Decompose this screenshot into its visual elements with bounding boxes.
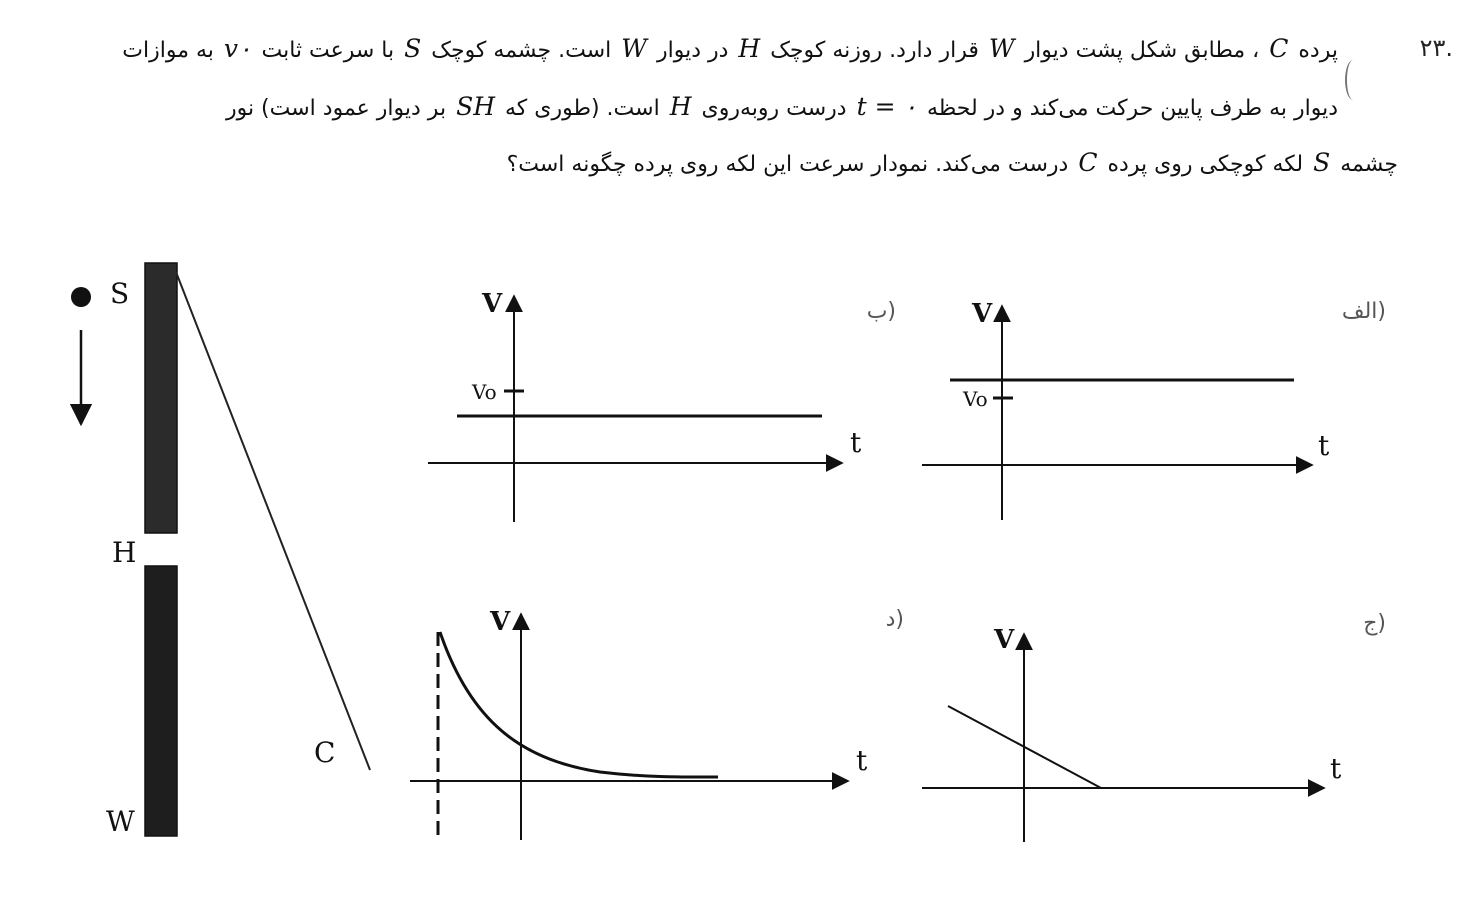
y-axis-label: V	[972, 299, 993, 329]
v0-tick-label: Vo	[963, 387, 988, 411]
text-segment: به موازات	[122, 38, 214, 63]
wall-upper	[145, 263, 177, 533]
source-label: S	[110, 277, 130, 310]
x-axis-label: t	[1330, 752, 1342, 785]
text-segment: چشمه	[1340, 152, 1398, 177]
light-source-dot	[71, 287, 91, 307]
text-segment: قرار دارد. روزنه کوچک	[770, 38, 979, 63]
text-segment: است. چشمه کوچک	[431, 38, 612, 63]
math-var: W	[621, 34, 647, 63]
text-segment: پرده	[1298, 38, 1338, 63]
math-var: H	[669, 92, 692, 121]
option-b-graph	[428, 289, 896, 522]
text-segment: بر دیوار عمود است) نور	[225, 96, 447, 121]
v0-tick-label: Vo	[472, 380, 497, 404]
option-a-label: الف)	[1341, 299, 1386, 324]
math-var: C	[1078, 148, 1098, 177]
y-axis-label: V	[490, 607, 511, 637]
math-var: S	[1313, 148, 1331, 177]
option-c-graph	[922, 611, 1386, 842]
math-var: v۰	[223, 34, 252, 63]
option-d-label: د)	[885, 607, 904, 632]
math-var: C	[1269, 34, 1289, 63]
text-segment: لکه کوچکی روی پرده	[1107, 152, 1304, 177]
wall-label: W	[106, 805, 135, 838]
option-b-label: ب)	[866, 299, 896, 324]
x-axis-label: t	[856, 744, 868, 777]
screen-label: C	[314, 736, 336, 769]
text-segment: درست روبه‌روی	[701, 96, 847, 121]
option-c-label: ج)	[1363, 611, 1386, 636]
text-segment: دیوار به طرف پایین حرکت می‌کند و در لحظه	[926, 96, 1338, 121]
text-segment: با سرعت ثابت	[261, 38, 395, 63]
text-segment: است. (طوری که	[505, 96, 660, 121]
text-segment: ، مطابق شکل پشت دیوار	[1024, 38, 1260, 63]
text-segment: درست می‌کند. نمودار سرعت این لکه روی پرده چگونه است؟	[506, 152, 1069, 177]
x-axis-label: t	[1318, 429, 1330, 462]
question-number: ۲۳.	[1419, 34, 1453, 62]
math-var: W	[988, 34, 1015, 63]
option-d-graph	[410, 607, 904, 842]
y-axis-label: V	[994, 625, 1015, 655]
math-var: t = ۰	[856, 92, 917, 121]
math-var: SH	[456, 92, 495, 121]
math-var: S	[404, 34, 422, 63]
y-axis-label: V	[482, 289, 503, 319]
screen-line	[176, 272, 370, 770]
x-axis-label: t	[850, 426, 862, 459]
option-a-graph	[922, 299, 1386, 520]
wall-lower	[145, 566, 177, 836]
math-var: H	[738, 34, 761, 63]
velocity-curve	[440, 632, 718, 777]
text-segment: در دیوار	[656, 38, 729, 63]
hole-label: H	[112, 536, 137, 569]
setup-diagram	[71, 263, 370, 838]
